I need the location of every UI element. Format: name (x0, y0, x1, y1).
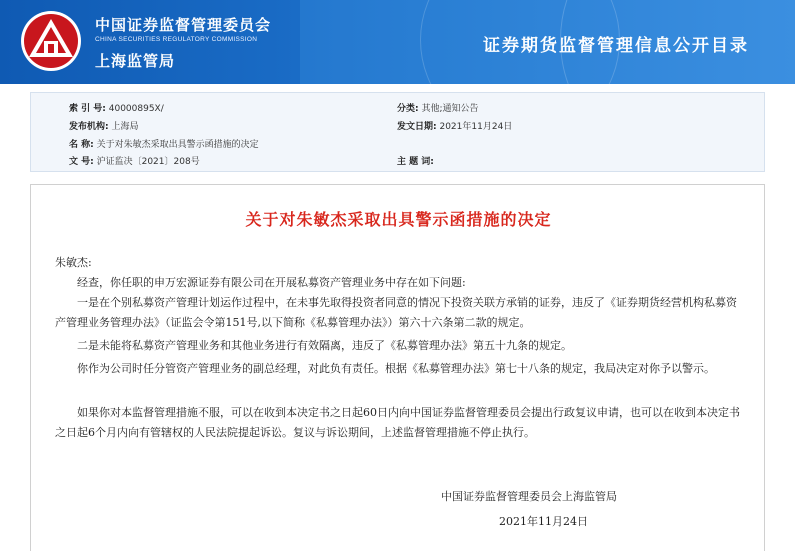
meta-index (69, 101, 164, 114)
meta-category-value: 其他;通知公告 (421, 104, 479, 114)
meta-doc-no-label: 文 号: (69, 157, 94, 167)
document-meta-box (30, 92, 765, 172)
paragraph: 如果你对本监督管理措施不服，可以在收到本决定书之日起60日内向中国证券监督管理委员会提出行政复议申请，也可以在收到本决定书之日起6个月内向有管辖权的人民法院提起诉讼。复议与诉讼期间，上述监督管理措施不停止执行。 (55, 406, 740, 439)
signature-date: 2021年11月24日 (499, 515, 588, 528)
paragraph: 二是未能将私募资产管理业务和其他业务进行有效隔离，违反了《私募管理办法》第五十九条的规定。 (77, 339, 572, 352)
meta-issuer-label: 发布机构: (69, 122, 109, 132)
meta-name (69, 137, 259, 150)
org-name-en: CHINA SECURITIES REGULATORY COMMISSION (95, 36, 258, 43)
meta-issuer-value: 上海局 (111, 122, 139, 132)
meta-issuer (69, 119, 139, 132)
meta-date-value: 2021年11月24日 (439, 122, 513, 132)
csrc-logo-icon[interactable] (20, 10, 82, 72)
meta-name-value: 关于对朱敏杰采取出具警示函措施的决定 (96, 140, 259, 150)
paragraph: 一是在个别私募资产管理计划运作过程中，在未事先取得投资者同意的情况下投资关联方承销的证券，违反了《证券期货经营机构私募资产管理业务管理办法》（证监会令第151号,以下简称《私募管理办法》）第六十六条第二款的规定。 (55, 296, 737, 329)
org-name-cn: 中国证券监督管理委员会 (95, 16, 272, 34)
paragraph: 你作为公司时任分管资产管理业务的副总经理，对此负有责任。根据《私募管理办法》第七十八条的规定，我局决定对你予以警示。 (77, 362, 715, 375)
salutation: 朱敏杰: (55, 256, 92, 269)
meta-date-label: 发文日期: (397, 122, 437, 132)
paragraph: 经查，你任职的申万宏源证券有限公司在开展私募资产管理业务中存在如下问题: (77, 276, 466, 289)
meta-doc-no (69, 154, 200, 167)
site-header (0, 0, 795, 84)
document-content (30, 184, 765, 551)
meta-subject-label: 主 题 词: (397, 157, 434, 167)
meta-name-label: 名 称: (69, 140, 94, 150)
site-title: 证券期货监督管理信息公开目录 (483, 36, 749, 56)
meta-date (397, 119, 512, 132)
meta-category (397, 101, 479, 114)
meta-doc-no-value: 沪证监决〔2021〕208号 (96, 157, 200, 167)
meta-index-label: 索 引 号: (69, 104, 106, 114)
document-title: 关于对朱敏杰采取出具警示函措施的决定 (245, 210, 552, 229)
signature-org: 中国证券监督管理委员会上海监管局 (441, 490, 617, 503)
meta-subject (397, 154, 434, 167)
meta-index-value: 40000895X/ (108, 104, 164, 114)
meta-category-label: 分类: (397, 104, 419, 114)
org-sub-name: 上海监管局 (95, 52, 176, 70)
